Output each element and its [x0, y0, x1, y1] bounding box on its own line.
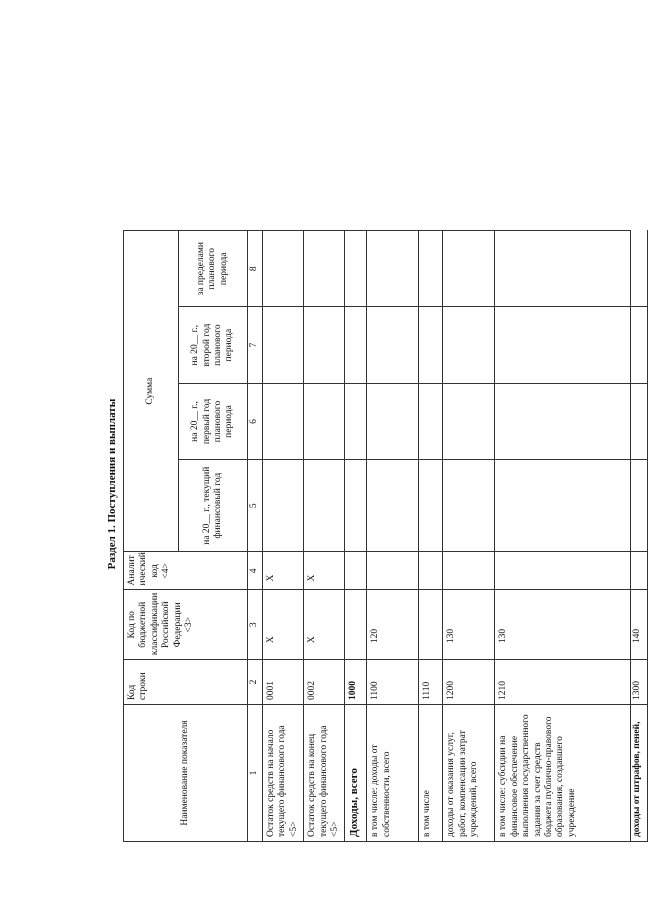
row-sum-current — [345, 460, 367, 552]
row-analytic-code: X — [263, 552, 304, 590]
table-row — [631, 231, 647, 842]
row-sum-first — [495, 383, 631, 459]
col-number: 5 — [248, 460, 263, 552]
row-code: 0002 — [304, 660, 345, 705]
row-sum-second — [419, 307, 443, 383]
row-budget-code: 130 — [495, 590, 631, 660]
row-budget-code: 120 — [367, 590, 419, 660]
row-sum-first — [263, 383, 304, 459]
table-row — [367, 231, 419, 842]
header-row-1 — [124, 231, 179, 842]
row-sum-first — [443, 383, 495, 459]
row-code: 1100 — [367, 660, 419, 705]
header-sum: Сумма — [124, 231, 179, 552]
row-code: 1000 — [345, 660, 367, 705]
receipts-payments-table — [123, 230, 648, 842]
column-numbers-row — [248, 231, 263, 842]
row-sum-current — [304, 460, 345, 552]
row-sum-second — [345, 307, 367, 383]
row-sum-second — [495, 307, 631, 383]
row-sum-beyond — [443, 231, 495, 307]
row-sum-first — [631, 383, 647, 459]
row-sum-current — [263, 460, 304, 552]
row-sum-first — [345, 383, 367, 459]
col-number: 1 — [248, 704, 263, 841]
row-label: в том числе: субсидии на финансовое обеспечение выполнения государственного задания за счет средств бюджета публично-правового образования, создавшего учреждение — [495, 704, 631, 841]
row-code: 1300 — [631, 660, 647, 705]
row-sum-second — [443, 307, 495, 383]
col-number: 3 — [248, 590, 263, 660]
row-sum-beyond — [495, 231, 631, 307]
row-sum-current — [631, 460, 647, 552]
section-title: Раздел 1. Поступления и выплаты — [106, 398, 118, 570]
row-analytic-code — [443, 552, 495, 590]
row-sum-beyond — [345, 231, 367, 307]
row-budget-code — [345, 590, 367, 660]
header-beyond: за пределами планового периода — [179, 231, 248, 307]
row-code: 1110 — [419, 660, 443, 705]
header-year-first: на 20__ г., первый год планового периода — [179, 383, 248, 459]
row-sum-beyond — [367, 231, 419, 307]
row-budget-code — [419, 590, 443, 660]
row-budget-code: 140 — [631, 590, 647, 660]
row-sum-current — [443, 460, 495, 552]
row-sum-first — [367, 383, 419, 459]
row-sum-second — [304, 307, 345, 383]
row-sum-current — [495, 460, 631, 552]
row-analytic-code — [631, 552, 647, 590]
row-budget-code: X — [263, 590, 304, 660]
row-code: 1210 — [495, 660, 631, 705]
header-year-second: на 20__ г., второй год планового периода — [179, 307, 248, 383]
row-sum-current — [419, 460, 443, 552]
col-number: 4 — [248, 552, 263, 590]
row-sum-first — [419, 383, 443, 459]
header-budget-code: Код по бюджетной классификации Российской Федерации <3> — [124, 590, 248, 660]
row-sum-second — [263, 307, 304, 383]
header-year-current: на 20__ г., текущий финансовый год — [179, 460, 248, 552]
header-analytic-code: Аналит ический код <4> — [124, 552, 248, 590]
row-label: доходы от штрафов, пеней, — [631, 704, 647, 841]
header-row-code: Код строки — [124, 660, 248, 705]
row-code: 0001 — [263, 660, 304, 705]
row-label: доходы от оказания услуг, работ, компенсации затрат учреждений, всего — [443, 704, 495, 841]
table-row — [443, 231, 495, 842]
row-label: Доходы, всего — [345, 704, 367, 841]
col-number: 7 — [248, 307, 263, 383]
table-row — [345, 231, 367, 842]
row-label: Остаток средств на конец текущего финансового года <5> — [304, 704, 345, 841]
row-code: 1200 — [443, 660, 495, 705]
row-sum-beyond — [263, 231, 304, 307]
col-number: 6 — [248, 383, 263, 459]
header-indicator: Наименование показателя — [124, 704, 248, 841]
row-label: Остаток средств на начало текущего финансового года <5> — [263, 704, 304, 841]
row-label: в том числе: доходы от собственности, всего — [367, 704, 419, 841]
row-sum-beyond — [631, 231, 647, 307]
table-row — [495, 231, 631, 842]
row-analytic-code — [345, 552, 367, 590]
table-row — [263, 231, 304, 842]
row-sum-second — [631, 307, 647, 383]
row-sum-beyond — [304, 231, 345, 307]
row-sum-current — [367, 460, 419, 552]
table-row — [419, 231, 443, 842]
row-analytic-code — [495, 552, 631, 590]
table-row — [304, 231, 345, 842]
col-number: 2 — [248, 660, 263, 705]
row-analytic-code — [367, 552, 419, 590]
row-budget-code: 130 — [443, 590, 495, 660]
row-analytic-code — [419, 552, 443, 590]
row-budget-code: X — [304, 590, 345, 660]
row-sum-beyond — [419, 231, 443, 307]
row-label: в том числе — [419, 704, 443, 841]
row-sum-second — [367, 307, 419, 383]
row-analytic-code: X — [304, 552, 345, 590]
row-sum-first — [304, 383, 345, 459]
col-number: 8 — [248, 231, 263, 307]
